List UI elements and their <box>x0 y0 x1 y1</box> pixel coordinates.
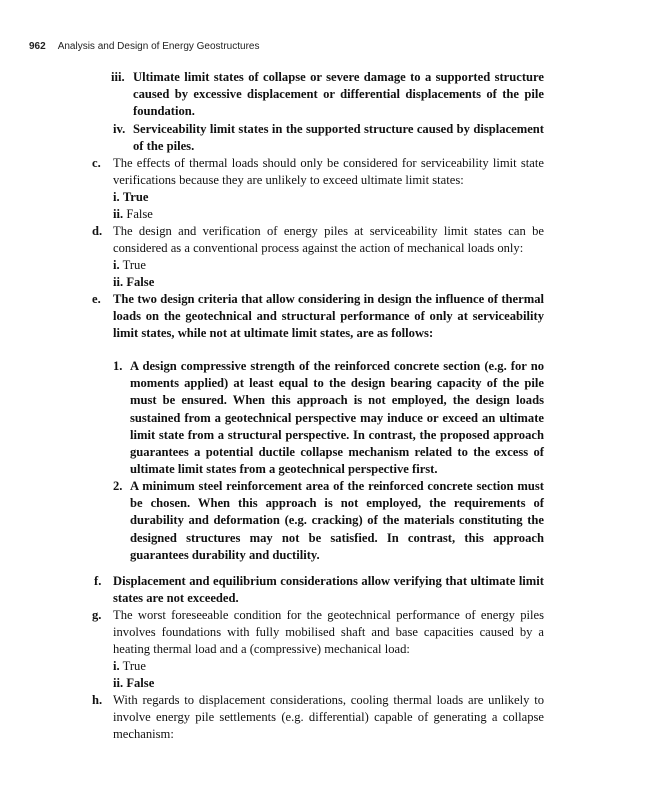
option-text: True <box>122 190 149 204</box>
page-number: 962 <box>29 41 46 52</box>
criterion-text: A design compressive strength of the reinforced concrete section (e.g. for no moments applied) at least equal to the design bearing capacity of the pile must be ensured. When this approach is not employed, the design loads sustained from a geotechnical perspective may induce or exceed an ultimate limit state from a structural perspective. In contrast, the proposed approach guarantees a potential ductile collapse mechanism related to the excess of ultimate limit states from a geotechnical perspective first. <box>130 359 544 477</box>
option-label: i. <box>113 190 120 204</box>
option-d-i <box>113 257 146 274</box>
criterion-text: A minimum steel reinforcement area of the reinforced concrete section must be chosen. When this approach is not employed, the requirements of durability and deformation (e.g. cracking) of the materials constituting the designed structures may not be satisfied. In contrast, this approach guarantees durability and ductility. <box>130 479 544 562</box>
option-d-ii <box>113 274 154 291</box>
question-text: The worst foreseeable condition for the geotechnical performance of energy piles involves foundations with fully mobilised shaft and base capacities caused by a heating thermal load and a (compressive) mechanical load: <box>113 608 544 657</box>
question-g <box>92 607 544 659</box>
option-c-ii <box>113 206 153 223</box>
question-d <box>92 223 544 257</box>
question-text: Displacement and equilibrium considerations allow verifying that ultimate limit states are not exceeded. <box>113 574 544 606</box>
item-label: iii. <box>111 70 125 84</box>
criterion-label: 1. <box>113 359 123 373</box>
option-text: True <box>122 258 146 272</box>
question-e <box>92 291 544 343</box>
option-c-i <box>113 189 148 206</box>
option-text: False <box>126 676 155 690</box>
question-h <box>92 692 544 744</box>
option-text: False <box>126 207 153 221</box>
criterion-label: 2. <box>113 479 123 493</box>
option-label: ii. <box>113 275 124 289</box>
item-label: iv. <box>113 122 126 136</box>
option-text: True <box>122 659 146 673</box>
option-label: ii. <box>113 207 124 221</box>
option-label: i. <box>113 659 120 673</box>
question-text: The effects of thermal loads should only be considered for serviceability limit state verifications because they are unlikely to exceed ultimate limit states: <box>113 156 544 188</box>
criterion-2 <box>113 478 544 564</box>
question-label: f. <box>94 574 102 588</box>
question-f <box>94 573 544 607</box>
item-text: Serviceability limit states in the supported structure caused by displacement of the piles. <box>133 122 544 154</box>
question-text: With regards to displacement considerations, cooling thermal loads are unlikely to involve energy pile settlements (e.g. differential) capable of generating a collapse mechanism: <box>113 693 544 742</box>
list-item-iii <box>111 69 544 121</box>
question-label: d. <box>92 224 103 238</box>
question-c <box>92 155 544 189</box>
question-text: The design and verification of energy piles at serviceability limit states can be considered as a conventional process against the action of mechanical loads only: <box>113 224 544 256</box>
option-g-i <box>113 658 146 675</box>
question-text: The two design criteria that allow considering in design the influence of thermal loads on the geotechnical and structural performance of only at serviceability limit states, while not at ultimate limit states, are as follows: <box>113 292 544 341</box>
running-title: Analysis and Design of Energy Geostructures <box>57 41 260 52</box>
option-label: i. <box>113 258 120 272</box>
list-item-iv <box>113 121 544 155</box>
item-text: Ultimate limit states of collapse or severe damage to a supported structure caused by excessive displacement or differential displacements of the pile foundation. <box>133 70 544 119</box>
criterion-1 <box>113 358 544 478</box>
question-label: g. <box>92 608 102 622</box>
option-label: ii. <box>113 676 124 690</box>
page-header <box>29 41 259 52</box>
question-label: c. <box>92 156 101 170</box>
option-text: False <box>126 275 155 289</box>
question-label: h. <box>92 693 103 707</box>
question-label: e. <box>92 292 101 306</box>
option-g-ii <box>113 675 154 692</box>
